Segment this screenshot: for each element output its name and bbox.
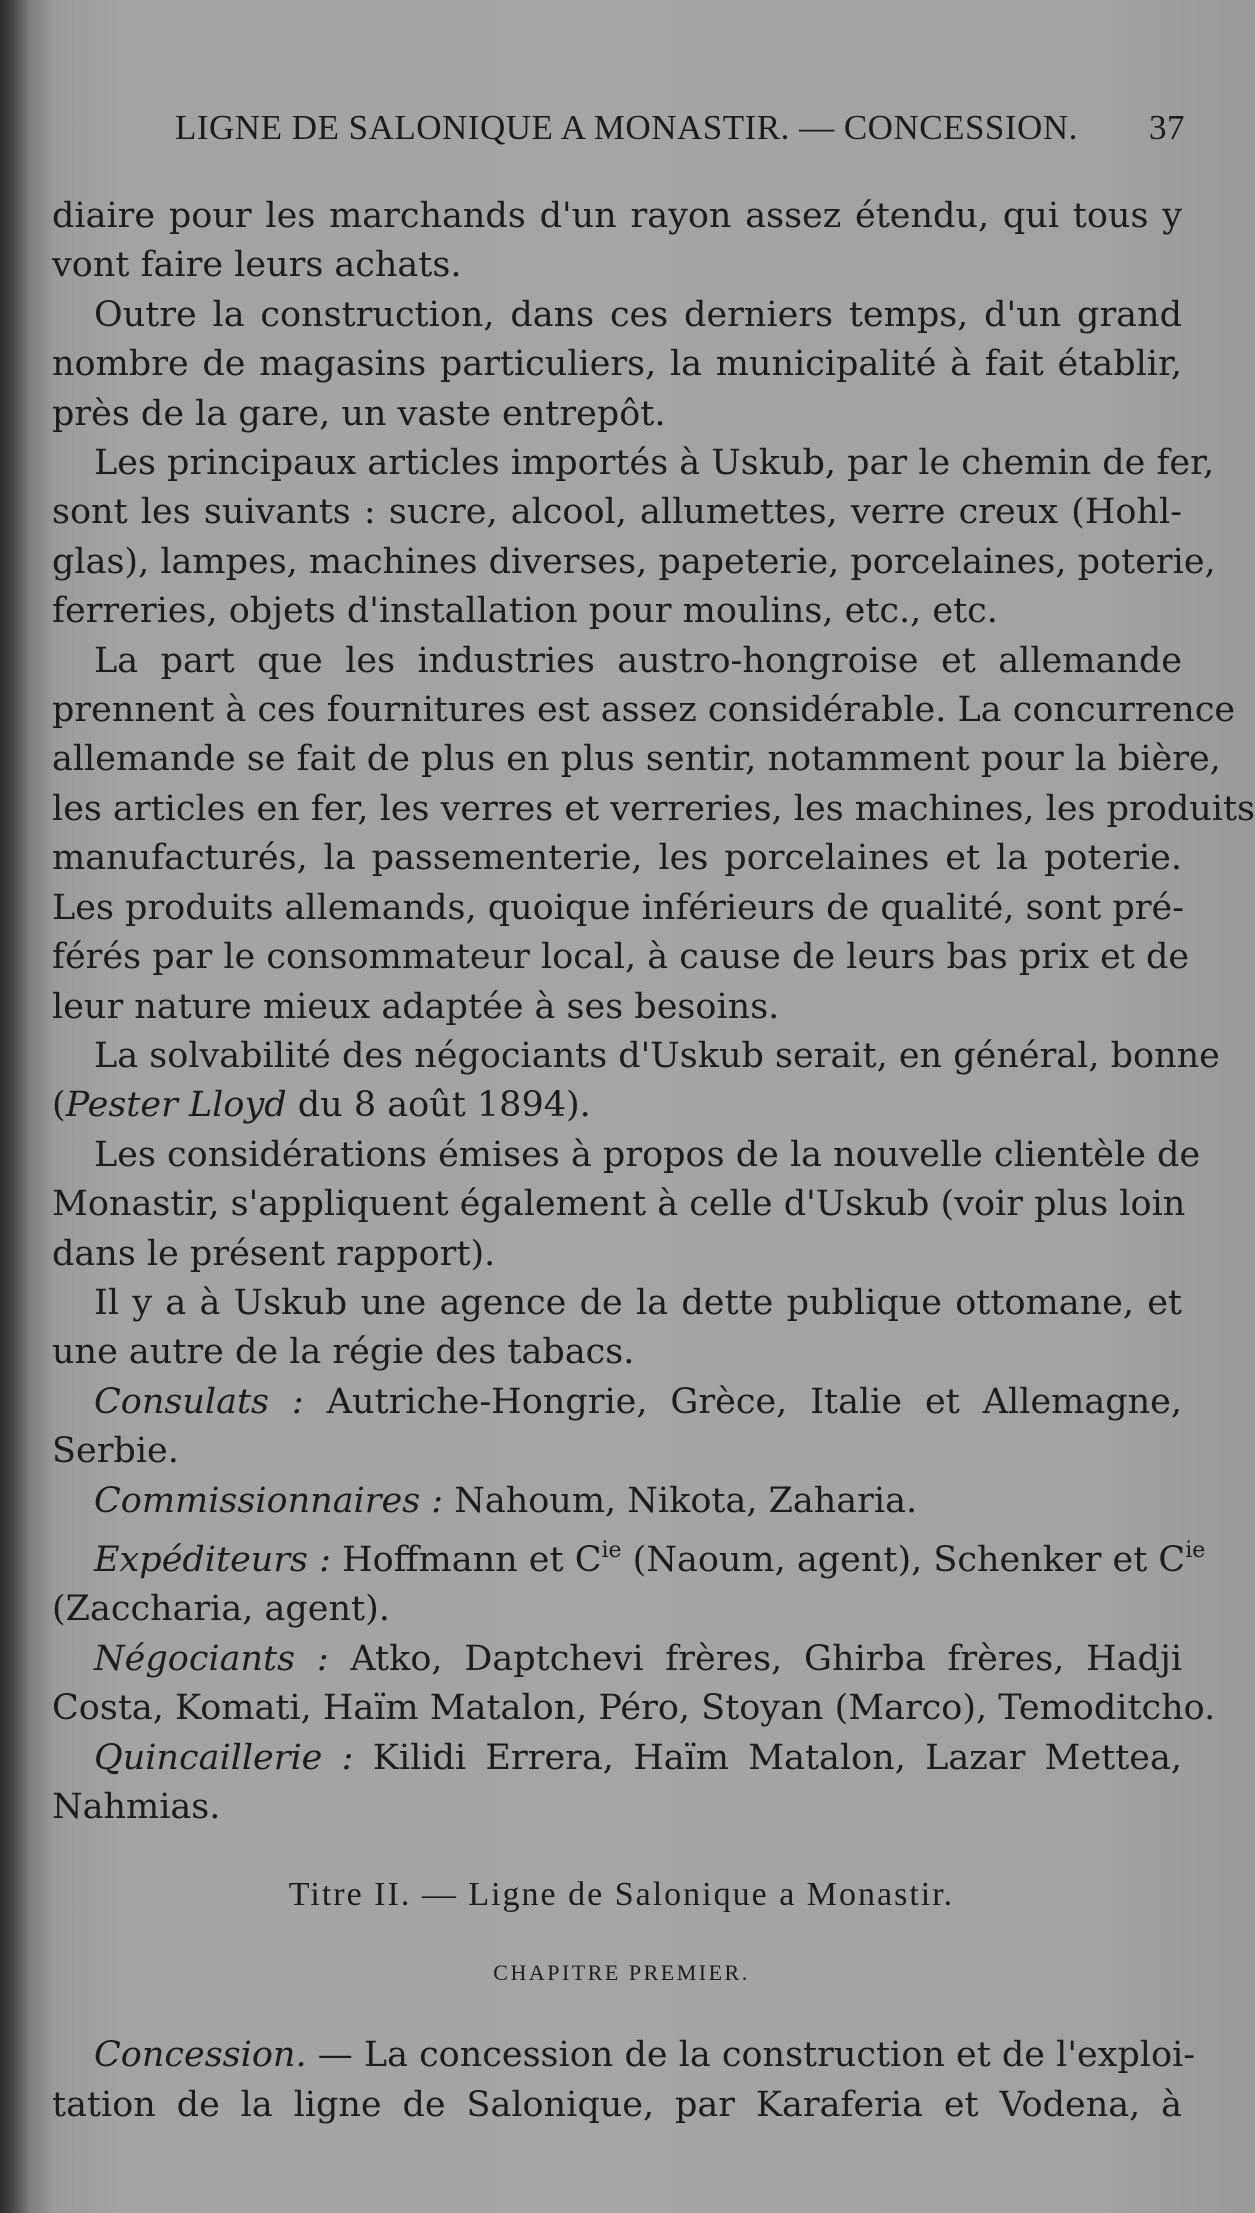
text-line: diaire pour les marchands d'un rayon assez étendu, qui tous y [52,196,1182,236]
listing-negociants [52,1635,1216,1734]
text-line: vont faire leurs achats. [52,245,462,286]
running-head [150,108,1185,158]
listing-label: Consulats : [94,1381,304,1422]
paragraph [52,1032,1220,1131]
text-line: dans le présent rapport). [52,1233,496,1274]
paragraph [52,291,1182,439]
concession-paragraph [52,2030,1196,2130]
text-line: (Zaccharia, agent). [52,1589,390,1630]
text-line [52,1635,1182,1684]
text-line: prennent à ces fournitures est assez considérable. La concurrence [52,690,1236,731]
listing-label: Expéditeurs : [94,1539,331,1580]
listing-text: Kilidi Errera, Haïm Matalon, Lazar Mettea, [353,1737,1182,1778]
text-line: sont les suivants : sucre, alcool, allumettes, verre creux (Hohl- [52,492,1182,533]
text-line: les articles en fer, les verres et verreries, les machines, les produits [52,788,1255,829]
text-line: Monastir, s'appliquent également à celle d'Uskub (voir plus loin [52,1184,1186,1225]
text-line [52,1526,1206,1585]
text-line: manufacturés, la passementerie, les porcelaines et la poterie. [52,838,1182,879]
citation-open: ( [52,1085,66,1126]
chapter-heading: CHAPITRE PREMIER. [493,1960,750,1985]
superscript: ie [1185,1537,1206,1563]
text-line: tation de la ligne de Salonique, par Karaferia et Vodena, à [52,2085,1182,2125]
text-line: nombre de magasins particuliers, la municipalité à fait établir, [52,344,1182,385]
paragraph [52,192,1182,291]
listing-text: Atko, Daptchevi frères, Ghirba frères, Hadji [328,1638,1183,1679]
paragraph [52,1131,1201,1279]
text-line: Il y a à Uskub une agence de la dette publique ottomane, et [94,1282,1182,1323]
text-line: Serbie. [52,1431,179,1472]
paragraph [52,1279,1182,1378]
page-number: 37 [1149,108,1185,147]
text-line: près de la gare, un vaste entrepôt. [52,393,666,434]
text-line: férés par le consommateur local, à cause de leurs bas prix et de [52,937,1190,978]
paragraph-label: Concession. [94,2035,307,2075]
paragraph-text: — La concession de la construction et de l'exploi- [306,2035,1196,2075]
body-text [52,192,1255,1832]
citation-line [52,1081,1182,1130]
section-title: Titre II. — Ligne de Salonique a Monastir. [288,1876,955,1913]
listing-text: (Naoum, agent), Schenker et C [621,1539,1186,1580]
listing-consulats [52,1378,1182,1477]
text-line: Les produits allemands, quoique inférieurs de qualité, sont pré- [52,887,1185,928]
citation-date: du 8 août 1894). [286,1085,591,1126]
text-line [52,1477,1182,1526]
text-line [52,1734,1182,1783]
listing-text: Hoffmann et C [330,1539,602,1580]
text-line: glas), lampes, machines diverses, papeterie, porcelaines, poterie, [52,541,1216,582]
text-line [52,1378,1182,1427]
text-line: une autre de la régie des tabacs. [52,1332,635,1373]
paragraph [52,637,1255,1032]
listing-text: Nahoum, Nikota, Zaharia. [443,1480,918,1521]
listing-label: Négociants : [94,1638,329,1679]
text-line: Outre la construction, dans ces derniers temps, d'un grand [94,294,1182,335]
text-line: La part que les industries austro-hongroise et allemande [94,640,1182,681]
listing-text: Autriche-Hongrie, Grèce, Italie et Allemagne, [303,1381,1182,1422]
listing-commissionnaires [52,1477,1182,1526]
citation-source: Pester Lloyd [65,1085,287,1126]
text-line: Nahmias. [52,1787,221,1827]
paragraph [52,2030,1196,2130]
superscript: ie [601,1537,622,1563]
text-line: Les considérations émises à propos de la nouvelle clientèle de [94,1134,1201,1175]
text-line: Les principaux articles importés à Uskub, par le chemin de fer, [94,443,1215,484]
text-line: ferreries, objets d'installation pour moulins, etc., etc. [52,591,998,632]
running-head-title: LIGNE DE SALONIQUE A MONASTIR. — CONCESSION. [175,108,1078,147]
listing-quincaillerie [52,1734,1182,1833]
text-line: leur nature mieux adaptée à ses besoins. [52,986,780,1027]
paragraph [52,439,1216,637]
listing-label: Commissionnaires : [94,1480,444,1521]
text-line: allemande se fait de plus en plus sentir, notamment pour la bière, [52,739,1221,780]
text-line: La solvabilité des négociants d'Uskub serait, en général, bonne [94,1035,1220,1076]
text-line [52,2030,1196,2080]
listing-expediteurs [52,1526,1206,1635]
text-line: Costa, Komati, Haïm Matalon, Péro, Stoyan (Marco), Temoditcho. [52,1688,1216,1729]
listing-label: Quincaillerie : [94,1737,354,1778]
